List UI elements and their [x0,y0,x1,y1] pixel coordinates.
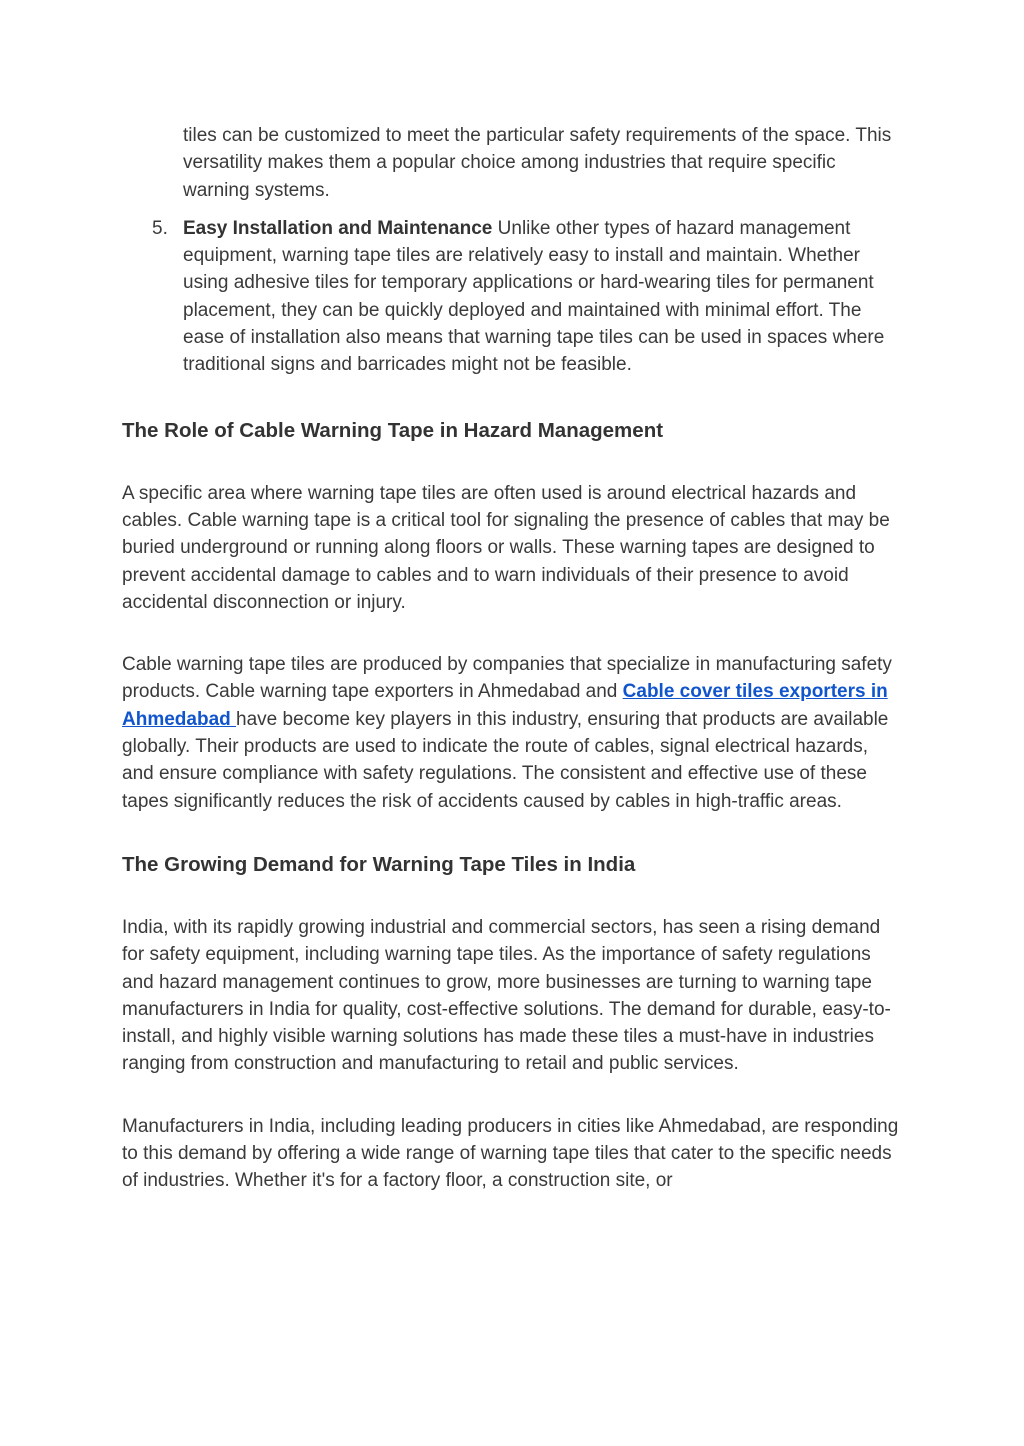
cable-cover-tiles-link[interactable]: Cable cover tiles exporters in Ahmedabad [122,681,888,730]
paragraph-text-after-link: have become key players in this industry, ensuring that products are available globally. Their products are used to indicate the route of cables, signal electrical hazards, and ensure compliance with safety regulations. The consistent and effective use of these tapes significantly reduces the risk of accidents caused by cables in high-traffic areas. [122,708,889,812]
list-item-5 [122,215,904,379]
paragraph-cable-1: A specific area where warning tape tiles are often used is around electrical hazards and cables. Cable warning tape is a critical tool for signaling the presence of cables that may be buried underground or running along floors or walls. These warning tapes are designed to prevent accidental damage to cables and to warn individuals of their presence to avoid accidental disconnection or injury. [122,482,890,613]
list-number: 5. [152,217,168,239]
paragraph-cable-2 [122,651,904,815]
paragraph-india-1: India, with its rapidly growing industrial and commercial sectors, has seen a rising demand for safety equipment, including warning tape tiles. As the importance of safety regulations and hazard management continues to grow, more businesses are turning to warning tape manufacturers in India for quality, cost-effective solutions. The demand for durable, easy-to-install, and highly visible warning solutions has made these tiles a must-have in industries ranging from construction and manufacturing to retail and public services. [122,916,891,1075]
list-item-text [183,215,904,379]
document-page [122,122,904,1195]
section-heading-cable: The Role of Cable Warning Tape in Hazard Management [122,418,664,442]
paragraph-india-2: Manufacturers in India, including leading producers in cities like Ahmedabad, are responding to this demand by offering a wide range of warning tape tiles that cater to the specific needs of industries. Whether it's for a factory floor, a construction site, or [122,1115,899,1192]
list-item-body: Unlike other types of hazard management equipment, warning tape tiles are relatively easy to install and maintain. Whether using adhesive tiles for temporary applications or hard-wearing tiles for permanent placement, they can be quickly deployed and maintained with minimal effort. The ease of installation also means that warning tape tiles can be used in spaces where traditional signs and barricades might not be feasible. [183,217,885,376]
list-item-continuation: tiles can be customized to meet the particular safety requirements of the space. This versatility makes them a popular choice among industries that require specific warning systems. [183,125,892,201]
list-item-title: Easy Installation and Maintenance [183,217,493,239]
paragraph-text-before-link: Cable warning tape tiles are produced by companies that specialize in manufacturing safety products. Cable warning tape exporters in Ahmedabad and [122,654,892,703]
section-heading-india: The Growing Demand for Warning Tape Tiles in India [122,852,636,876]
